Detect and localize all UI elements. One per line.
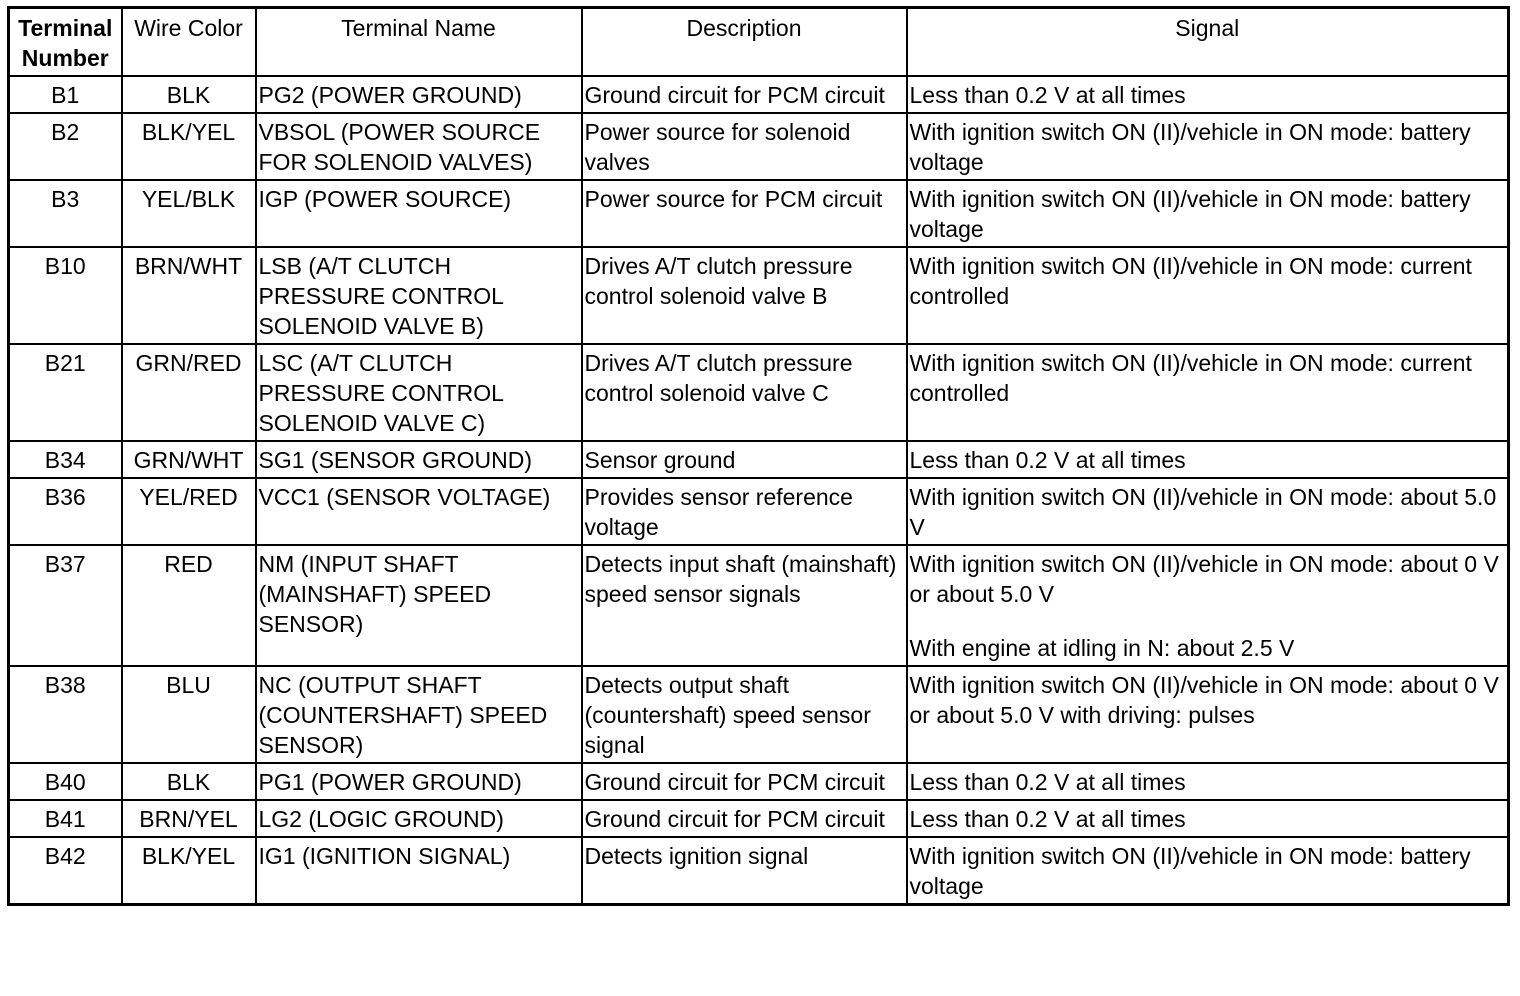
- terminal-number-cell: B40: [9, 763, 122, 800]
- table-row: [9, 247, 1509, 344]
- table-row: [9, 180, 1509, 247]
- wire-color-cell: BLU: [122, 666, 256, 763]
- signal-cell: [907, 344, 1509, 441]
- header-terminal-name: Terminal Name: [256, 8, 582, 77]
- header-terminal-number: Terminal Number: [9, 8, 122, 77]
- description-cell: Sensor ground: [582, 441, 907, 478]
- table-row: [9, 441, 1509, 478]
- signal-cell: [907, 837, 1509, 905]
- table-row: [9, 545, 1509, 666]
- signal-cell: [907, 545, 1509, 666]
- signal-cell: [907, 441, 1509, 478]
- terminal-number-cell: B2: [9, 113, 122, 180]
- table-row: [9, 113, 1509, 180]
- wire-color-cell: BLK/YEL: [122, 113, 256, 180]
- terminal-name-cell: NM (INPUT SHAFT (MAINSHAFT) SPEED SENSOR): [256, 545, 582, 666]
- table-row: [9, 76, 1509, 113]
- description-cell: Power source for PCM circuit: [582, 180, 907, 247]
- table-row: [9, 763, 1509, 800]
- terminal-name-cell: LG2 (LOGIC GROUND): [256, 800, 582, 837]
- description-cell: Power source for solenoid valves: [582, 113, 907, 180]
- signal-text: With ignition switch ON (II)/vehicle in ON mode: current controlled: [909, 253, 1472, 309]
- signal-text: With ignition switch ON (II)/vehicle in ON mode: battery voltage: [909, 186, 1471, 242]
- description-cell: Ground circuit for PCM circuit: [582, 76, 907, 113]
- terminal-name-cell: IG1 (IGNITION SIGNAL): [256, 837, 582, 905]
- wire-color-cell: RED: [122, 545, 256, 666]
- terminal-name-cell: LSC (A/T CLUTCH PRESSURE CONTROL SOLENOID VALVE C): [256, 344, 582, 441]
- signal-text: Less than 0.2 V at all times: [909, 82, 1186, 108]
- wire-color-cell: YEL/RED: [122, 478, 256, 545]
- header-wire-color: Wire Color: [122, 8, 256, 77]
- terminal-name-cell: PG1 (POWER GROUND): [256, 763, 582, 800]
- signal-text: Less than 0.2 V at all times: [909, 806, 1186, 832]
- description-cell: Provides sensor reference voltage: [582, 478, 907, 545]
- description-cell: Detects ignition signal: [582, 837, 907, 905]
- signal-cell: [907, 180, 1509, 247]
- signal-cell: [907, 76, 1509, 113]
- terminal-number-cell: B36: [9, 478, 122, 545]
- terminal-number-cell: B1: [9, 76, 122, 113]
- wire-color-cell: BLK/YEL: [122, 837, 256, 905]
- terminal-name-cell: LSB (A/T CLUTCH PRESSURE CONTROL SOLENOID VALVE B): [256, 247, 582, 344]
- table-body: [9, 76, 1509, 905]
- signal-text: With ignition switch ON (II)/vehicle in ON mode: about 0 V or about 5.0 V with driving: pulses: [909, 672, 1499, 728]
- table-header-row: [9, 8, 1509, 77]
- wire-color-cell: YEL/BLK: [122, 180, 256, 247]
- table-row: [9, 344, 1509, 441]
- wire-color-cell: BLK: [122, 76, 256, 113]
- signal-cell: [907, 666, 1509, 763]
- description-cell: Detects output shaft (countershaft) speed sensor signal: [582, 666, 907, 763]
- signal-cell: [907, 113, 1509, 180]
- table-row: [9, 666, 1509, 763]
- terminal-name-cell: NC (OUTPUT SHAFT (COUNTERSHAFT) SPEED SENSOR): [256, 666, 582, 763]
- description-cell: Ground circuit for PCM circuit: [582, 763, 907, 800]
- terminal-name-cell: VBSOL (POWER SOURCE FOR SOLENOID VALVES): [256, 113, 582, 180]
- description-cell: Drives A/T clutch pressure control solenoid valve C: [582, 344, 907, 441]
- signal-cell: [907, 763, 1509, 800]
- table-row: [9, 837, 1509, 905]
- terminal-number-cell: B37: [9, 545, 122, 666]
- table-row: [9, 800, 1509, 837]
- description-cell: Drives A/T clutch pressure control solenoid valve B: [582, 247, 907, 344]
- table-row: [9, 478, 1509, 545]
- description-cell: Detects input shaft (mainshaft) speed sensor signals: [582, 545, 907, 666]
- wire-color-cell: GRN/RED: [122, 344, 256, 441]
- terminal-name-cell: SG1 (SENSOR GROUND): [256, 441, 582, 478]
- terminal-number-cell: B10: [9, 247, 122, 344]
- terminal-number-cell: B38: [9, 666, 122, 763]
- signal-text: Less than 0.2 V at all times: [909, 769, 1186, 795]
- terminal-number-cell: B41: [9, 800, 122, 837]
- signal-text: With ignition switch ON (II)/vehicle in ON mode: battery voltage: [909, 843, 1471, 899]
- signal-text: With engine at idling in N: about 2.5 V: [909, 635, 1295, 661]
- signal-cell: [907, 478, 1509, 545]
- terminal-name-cell: PG2 (POWER GROUND): [256, 76, 582, 113]
- signal-text: With ignition switch ON (II)/vehicle in ON mode: about 0 V or about 5.0 V: [909, 551, 1499, 607]
- terminal-number-cell: B42: [9, 837, 122, 905]
- wire-color-cell: GRN/WHT: [122, 441, 256, 478]
- signal-text: With ignition switch ON (II)/vehicle in ON mode: about 5.0 V: [909, 484, 1497, 540]
- header-description: Description: [582, 8, 907, 77]
- signal-text: Less than 0.2 V at all times: [909, 447, 1186, 473]
- wire-color-cell: BRN/WHT: [122, 247, 256, 344]
- terminal-number-cell: B21: [9, 344, 122, 441]
- terminal-number-cell: B34: [9, 441, 122, 478]
- signal-cell: [907, 800, 1509, 837]
- terminal-name-cell: IGP (POWER SOURCE): [256, 180, 582, 247]
- wire-color-cell: BLK: [122, 763, 256, 800]
- description-cell: Ground circuit for PCM circuit: [582, 800, 907, 837]
- header-signal: Signal: [907, 8, 1509, 77]
- terminal-name-cell: VCC1 (SENSOR VOLTAGE): [256, 478, 582, 545]
- signal-text: With ignition switch ON (II)/vehicle in ON mode: current controlled: [909, 350, 1472, 406]
- terminal-number-cell: B3: [9, 180, 122, 247]
- signal-text: With ignition switch ON (II)/vehicle in ON mode: battery voltage: [909, 119, 1471, 175]
- terminal-pinout-table: [7, 6, 1510, 906]
- wire-color-cell: BRN/YEL: [122, 800, 256, 837]
- signal-cell: [907, 247, 1509, 344]
